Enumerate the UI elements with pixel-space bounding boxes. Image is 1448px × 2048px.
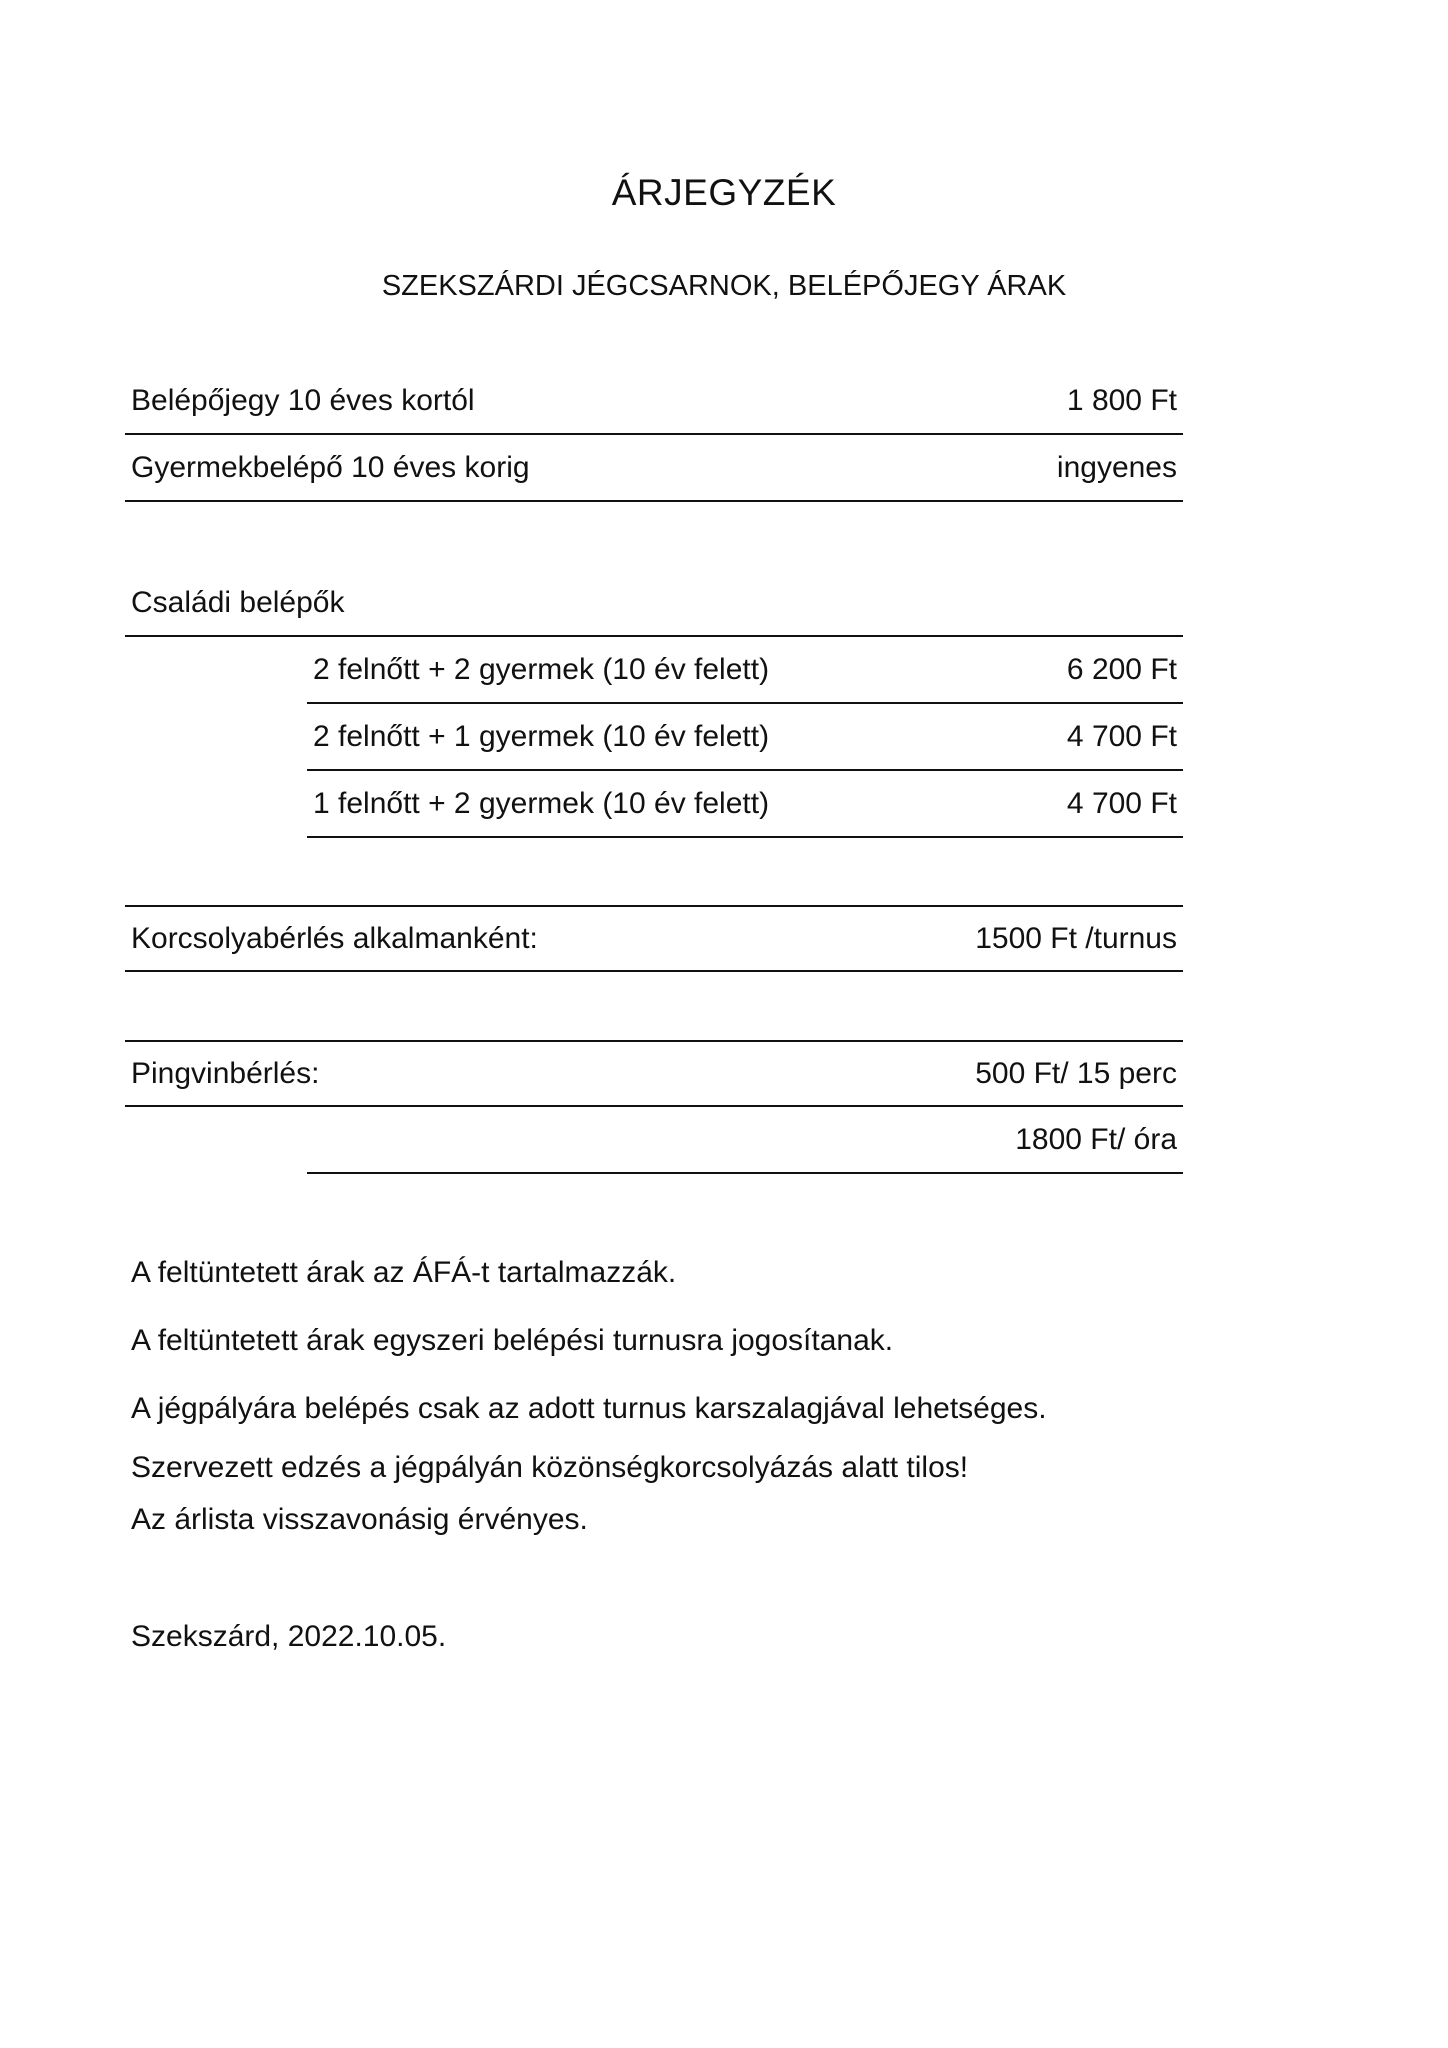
family-row [307, 704, 1183, 771]
family-label: 2 felnőtt + 1 gyermek (10 év felett) [313, 719, 770, 753]
skate-rental-row [125, 905, 1183, 972]
penguin-rental-label: Pingvinbérlés: [131, 1056, 320, 1090]
note-validity: Az árlista visszavonásig érvényes. [131, 1503, 588, 1536]
note-single-session: A feltüntetett árak egyszeri belépési turnusra jogosítanak. [131, 1324, 894, 1357]
penguin-rental-price-short: 500 Ft/ 15 perc [975, 1056, 1177, 1090]
penguin-rental-price-hour: 1800 Ft/ óra [1015, 1122, 1177, 1156]
page-subtitle: SZEKSZÁRDI JÉGCSARNOK, BELÉPŐJEGY ÁRAK [381, 270, 1067, 302]
note-training-forbidden: Szervezett edzés a jégpályán közönségkorcsolyázás alatt tilos! [131, 1451, 969, 1484]
family-heading: Családi belépők [131, 585, 345, 619]
family-label: 2 felnőtt + 2 gyermek (10 év felett) [313, 652, 770, 686]
page-title: ÁRJEGYZÉK [611, 172, 837, 213]
ticket-label: Gyermekbelépő 10 éves korig [131, 450, 530, 484]
ticket-price: ingyenes [1056, 450, 1177, 484]
family-price: 4 700 Ft [1066, 786, 1177, 820]
penguin-rental-row [125, 1040, 1183, 1107]
signature-date: Szekszárd, 2022.10.05. [131, 1620, 447, 1653]
ticket-row-adult [125, 368, 1183, 435]
note-vat: A feltüntetett árak az ÁFÁ-t tartalmazzák. [131, 1256, 677, 1289]
penguin-rental-hour-row [307, 1107, 1183, 1174]
ticket-price: 1 800 Ft [1066, 383, 1177, 417]
family-price: 6 200 Ft [1066, 652, 1177, 686]
family-row [307, 771, 1183, 838]
note-wristband: A jégpályára belépés csak az adott turnus karszalagjával lehetséges. [131, 1392, 1047, 1425]
ticket-row-child [125, 435, 1183, 502]
family-price: 4 700 Ft [1066, 719, 1177, 753]
skate-rental-price: 1500 Ft /turnus [975, 921, 1177, 955]
skate-rental-label: Korcsolyabérlés alkalmanként: [131, 921, 538, 955]
ticket-label: Belépőjegy 10 éves kortól [131, 383, 475, 417]
family-row [307, 637, 1183, 704]
family-label: 1 felnőtt + 2 gyermek (10 év felett) [313, 786, 770, 820]
family-heading-row [125, 570, 1183, 637]
